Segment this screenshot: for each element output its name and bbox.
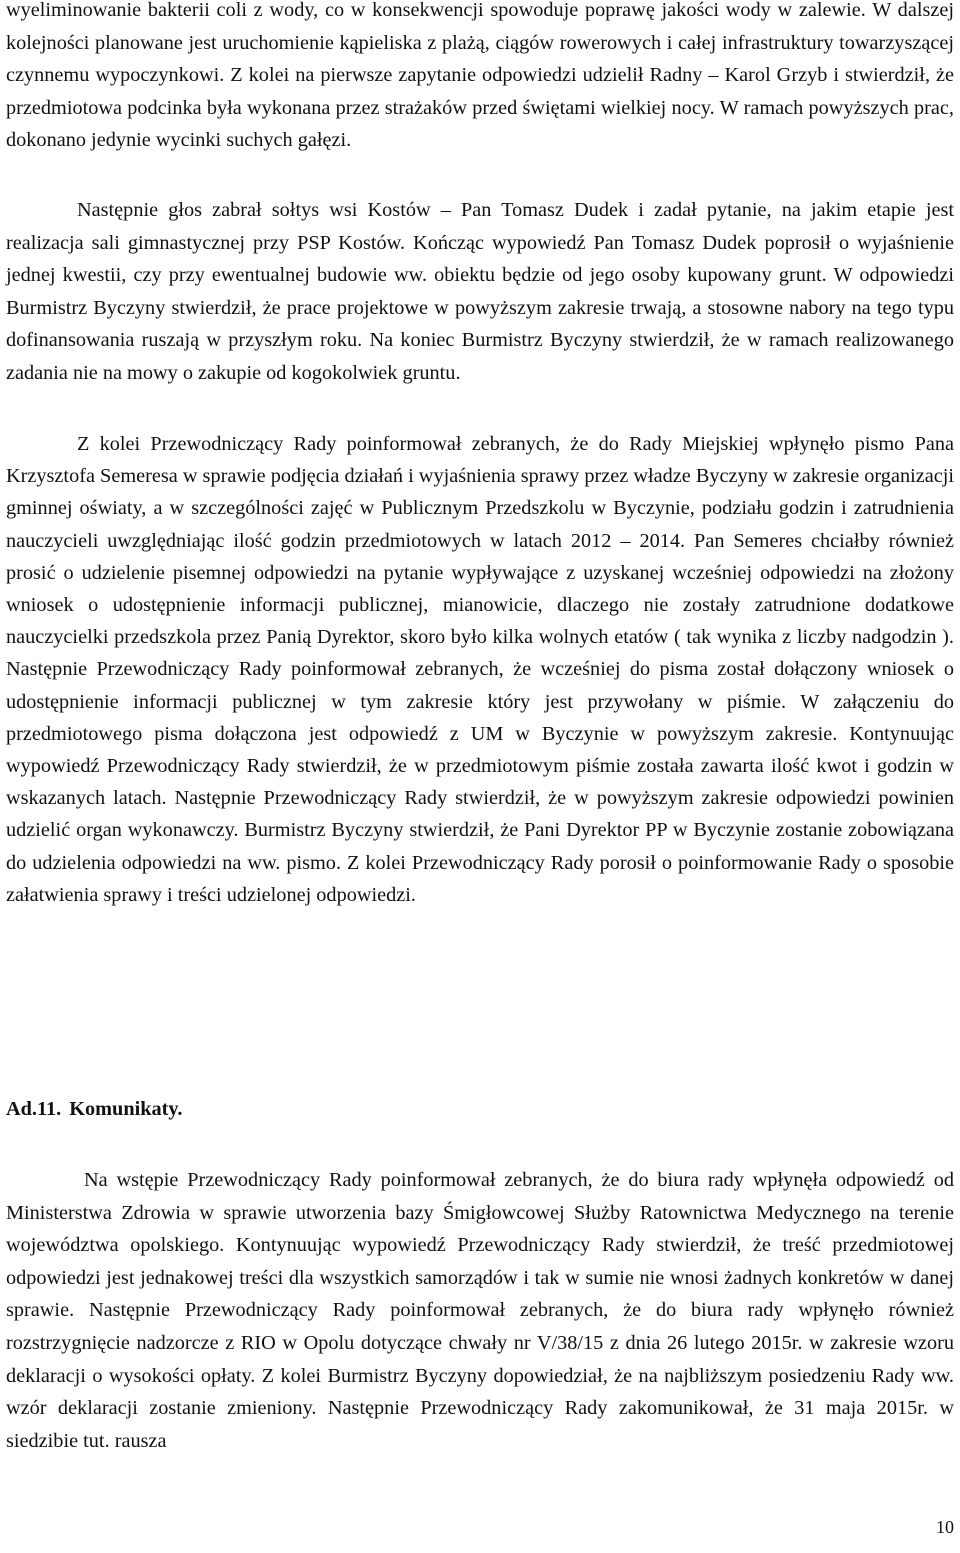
page-number: 10	[936, 1517, 954, 1537]
paragraph-komunikaty: Na wstępie Przewodniczący Rady poinformował zebranych, że do biura rady wpłynęła odpowiedź od Ministerstwa Zdrowia w sprawie utworzenia bazy Śmigłowcowej Służby Ratownictwa Medycznego na terenie województwa opolskiego. Kontynuując wypowiedź Przewodniczący Rady stwierdził, że treść przedmiotowej odpowiedzi jest jednakowej treści dla wszystkich samorządów i tak w sumie nie wnosi żadnych konkretów w danej sprawie. Następnie Przewodniczący Rady poinformował zebranych, że do biura rady wpłynęło również rozstrzygnięcie nadzorcze z RIO w Opolu dotyczące chwały nr V/38/15 z dnia 26 lutego 2015r. w zakresie wzoru deklaracji o wysokości opłaty. Z kolei Burmistrz Byczyny dopowiedział, że na najbliższym posiedzeniu Rady ww. wzór deklaracji zostanie zmieniony. Następnie Przewodniczący Rady zakomunikował, że 31 maja 2015r. w siedzibie tut. rausza	[6, 1169, 954, 1452]
heading-number: Ad.11.	[6, 1098, 62, 1120]
section-heading-komunikaty	[6, 1093, 183, 1125]
paragraph-kostow: Następnie głos zabrał sołtys wsi Kostów – Pan Tomasz Dudek i zadał pytanie, na jakim etapie jest realizacja sali gimnastycznej przy PSP Kostów. Kończąc wypowiedź Pan Tomasz Dudek poprosił o wyjaśnienie jednej kwestii, czy przy ewentualnej budowie ww. obiektu będzie od jego osoby kupowany grunt. W odpowiedzi Burmistrz Byczyny stwierdził, że prace projektowe w powyższym zakresie trwają, a stosowne nabory na tego typu dofinansowania ruszają w przyszłym roku. Na koniec Burmistrz Byczyny stwierdził, że w ramach realizowanego zadania nie na mowy o zakupie od kogokolwiek gruntu.	[6, 199, 954, 384]
paragraph-zalew: wyeliminowanie bakterii coli z wody, co w konsekwencji spowoduje poprawę jakości wody w zalewie. W dalszej kolejności planowane jest uruchomienie kąpieliska z plażą, ciągów rowerowych i całej infrastruktury towarzyszącej czynnemu wypoczynkowi. Z kolei na pierwsze zapytanie odpowiedzi udzielił Radny – Karol Grzyb i stwierdził, że przedmiotowa podcinka była wykonana przez strażaków przed świętami wielkiej nocy. W ramach powyższych prac, dokonano jedynie wycinki suchych gałęzi.	[6, 0, 954, 152]
heading-title: Komunikaty.	[69, 1098, 183, 1120]
paragraph-semeres: Z kolei Przewodniczący Rady poinformował zebranych, że do Rady Miejskiej wpłynęło pismo Pana Krzysztofa Semeresa w sprawie podjęcia działań i wyjaśnienia sprawy przez władze Byczyny w zakresie organizacji gminnej oświaty, a w szczególności zajęć w Publicznym Przedszkolu w Byczynie, podziału godzin i zatrudnienia nauczycieli uwzględniając ilość godzin przedmiotowych w latach 2012 – 2014. Pan Semeres chciałby również prosić o udzielenie pisemnej odpowiedzi na pytanie wypływające z uzyskanej wcześniej odpowiedzi na złożony wniosek o udostępnienie informacji publicznej, mianowicie, dlaczego nie zostały zatrudnione dodatkowe nauczycielki przedszkola przez Panią Dyrektor, skoro było kilka wolnych etatów ( tak wynika z liczby nadgodzin ). Następnie Przewodniczący Rady poinformował zebranych, że wcześniej do pisma został dołączony wniosek o udostępnienie informacji publicznej w tym zakresie który jest przywołany w piśmie. W załączeniu do przedmiotowego pisma dołączona jest odpowiedź z UM w Byczynie w powyższym zakresie. Kontynuując wypowiedź Przewodniczący Rady stwierdził, że w przedmiotowym piśmie została zawarta ilość kwot i godzin w wskazanych latach. Następnie Przewodniczący Rady stwierdził, że w powyższym zakresie odpowiedzi powinien udzielić organ wykonawczy. Burmistrz Byczyny stwierdził, że Pani Dyrektor PP w Byczynie zostanie zobowiązana do udzielenia odpowiedzi na ww. pismo. Z kolei Przewodniczący Rady porosił o poinformowanie Rady o sposobie załatwienia sprawy i treści udzielonej odpowiedzi.	[6, 433, 954, 906]
